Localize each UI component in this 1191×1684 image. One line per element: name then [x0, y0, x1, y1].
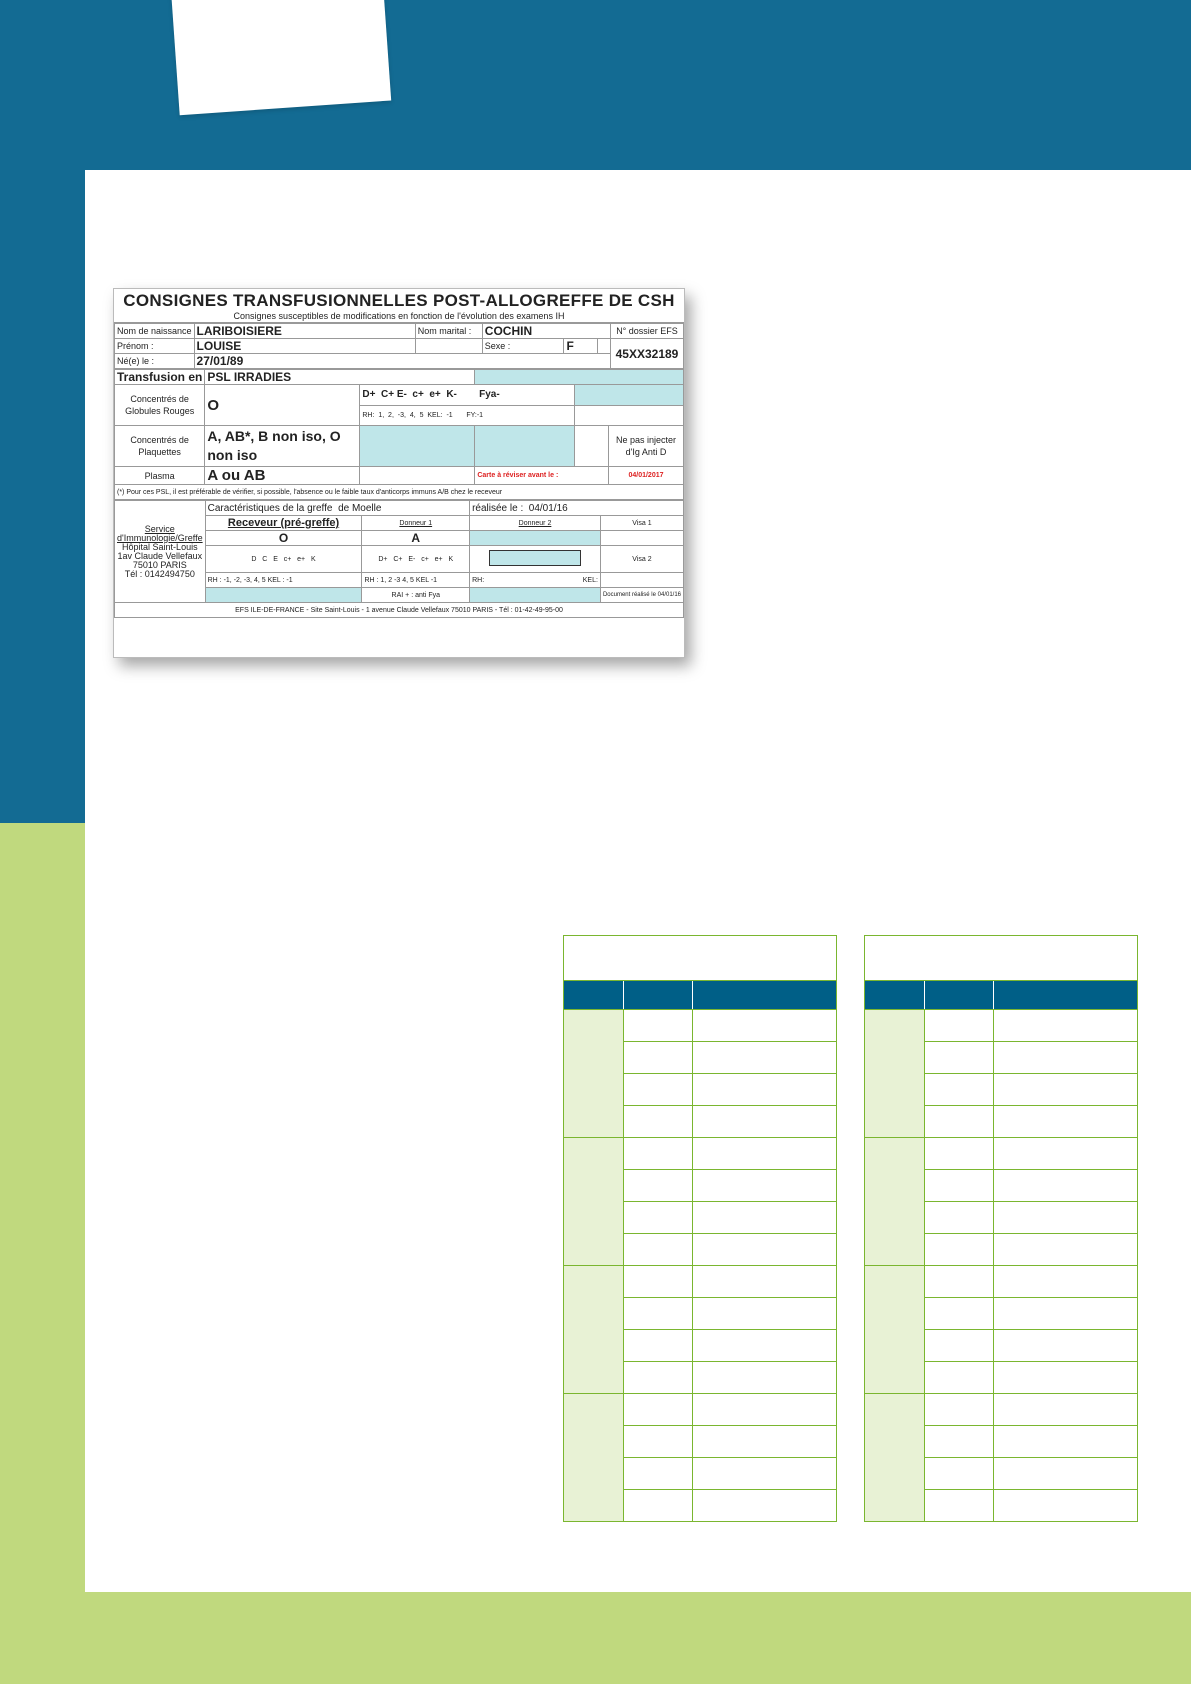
table-group [564, 1009, 836, 1137]
table-row [624, 1234, 836, 1265]
table-row [624, 1074, 836, 1106]
table-row [925, 1490, 1137, 1521]
rec-rh: -1, [223, 576, 232, 584]
table-row [925, 1010, 1137, 1042]
sexe-value: F [564, 339, 597, 354]
don1-rh: RH : [364, 576, 379, 584]
kel-label: KEL: [427, 411, 443, 419]
table-header-blank [865, 936, 1137, 981]
rec-rh: 4, [253, 576, 260, 584]
rec-rh: -3, [243, 576, 252, 584]
service-line: Service [144, 523, 175, 534]
kel-1: -1 [446, 411, 453, 419]
rec-rh: RH : [207, 576, 222, 584]
naissance-value: 27/01/89 [194, 354, 610, 369]
table-row [925, 1042, 1137, 1074]
don1-rh: -3 [394, 576, 401, 584]
card-identity-table [114, 323, 684, 369]
sticky-note [171, 0, 391, 115]
realisee-label: réalisée le : [472, 502, 524, 514]
don2-rh: RH: [472, 576, 485, 584]
table-row [624, 1394, 836, 1426]
pheno-fya: Fya- [479, 389, 500, 401]
document-value: 04/01/16 [657, 592, 681, 598]
table-row [624, 1042, 836, 1074]
don1-pheno: e+ [434, 555, 443, 563]
don1-pheno: K [448, 555, 454, 563]
pheno-e: E- [396, 389, 407, 401]
service-line: Hôpital Saint-Louis [122, 541, 198, 552]
pheno-c-small: c+ [412, 389, 424, 401]
table-group [564, 1265, 836, 1393]
table-group [564, 1393, 836, 1521]
table-row [624, 1106, 836, 1137]
table-header-row [865, 981, 1137, 1009]
table-row [925, 1138, 1137, 1170]
pheno-k: K- [446, 389, 457, 401]
table-row [624, 1490, 836, 1521]
table-group [865, 1009, 1137, 1137]
don1-pheno: D+ [378, 555, 388, 563]
fy-value: FY:-1 [466, 411, 484, 419]
table-row [624, 1138, 836, 1170]
nom-value: LARIBOISIERE [194, 324, 415, 339]
don1-rh: 4, [402, 576, 409, 584]
transfusion-value: PSL IRRADIES [207, 370, 292, 384]
table-row [624, 1170, 836, 1202]
don1-kel: KEL [415, 576, 429, 584]
table-row [925, 1266, 1137, 1298]
card-products-table [114, 369, 684, 500]
card-subtitle: Consignes susceptibles de modifications en fonction de l'évolution des examens IH [114, 311, 684, 323]
receveur-label: Receveur (pré-greffe) [205, 516, 362, 531]
plasma-value: A ou AB [205, 467, 360, 485]
sexe-label: Sexe : [482, 339, 564, 354]
donneur1-label: Donneur 1 [362, 516, 470, 531]
service-line: d'Immunologie/Greffe [117, 532, 203, 543]
receveur-group: O [205, 531, 362, 546]
rai-label: RAI + : anti Fya [362, 588, 470, 603]
table-row [925, 1394, 1137, 1426]
pheno-c: C+ [380, 389, 395, 401]
service-line: Tél : 0142494750 [124, 568, 195, 579]
empty-table-right [864, 935, 1138, 1522]
visa2-label: Visa 2 [600, 546, 683, 573]
table-row [925, 1074, 1137, 1106]
rec-pheno: c+ [283, 555, 292, 563]
table-group [865, 1137, 1137, 1265]
plaquettes-label: Concentrés de Plaquettes [115, 426, 205, 467]
rec-rh: -2, [233, 576, 242, 584]
naissance-label: Né(e) le : [115, 354, 195, 369]
don1-pheno: C+ [393, 555, 403, 563]
card-graft-table [114, 500, 684, 618]
don1-rh: 5 [410, 576, 414, 584]
prenom-value: LOUISE [194, 339, 415, 354]
table-group [865, 1393, 1137, 1521]
cgr-label: Concentrés de Globules Rouges [115, 385, 205, 426]
don1-rh: 2 [388, 576, 393, 584]
rec-pheno: C [262, 555, 268, 563]
rh-3: -3, [397, 411, 406, 419]
table-row [624, 1010, 836, 1042]
transfusion-label: Transfusion en [115, 370, 205, 385]
rh-1: 1, [378, 411, 385, 419]
table-row [624, 1458, 836, 1490]
card-footer: EFS ILE-DE-FRANCE - Site Saint-Louis - 1 avenue Claude Vellefaux 75010 PARIS - Tél : 01-42-49-95-00 [115, 603, 684, 618]
dossier-value: 45XX32189 [611, 339, 684, 369]
document-label: Document réalisé le [602, 592, 656, 598]
don1-rh: 1, [380, 576, 387, 584]
rh-2: 2, [388, 411, 394, 419]
table-header-blank [564, 936, 836, 981]
rec-pheno: E [273, 555, 278, 563]
transfusion-card [113, 288, 685, 658]
table-row [925, 1362, 1137, 1393]
pheno-e-small: e+ [429, 389, 441, 401]
don1-pheno: E- [408, 555, 416, 563]
nom-marital-label: Nom marital : [415, 324, 482, 339]
greffe-source: de Moelle [338, 502, 382, 514]
donneur1-group: A [362, 531, 470, 546]
table-row [925, 1234, 1137, 1265]
rec-rh: 5 [261, 576, 266, 584]
nom-label: Nom de naissance [115, 324, 195, 339]
table-row [925, 1426, 1137, 1458]
cgr-value: O [205, 385, 360, 426]
card-title: CONSIGNES TRANSFUSIONNELLES POST-ALLOGREFFE DE CSH [123, 291, 675, 310]
table-row [624, 1266, 836, 1298]
plasma-label: Plasma [115, 467, 205, 485]
table-row [624, 1298, 836, 1330]
table-row [925, 1330, 1137, 1362]
pheno-d: D+ [362, 389, 376, 401]
realisee-value: 04/01/16 [528, 502, 568, 514]
service-line: 75010 PARIS [132, 559, 187, 570]
reviser-label: Carte à réviser avant le : [475, 467, 609, 485]
don1-pheno: c+ [421, 555, 429, 563]
rh-label: RH: [362, 411, 375, 419]
table-header-row [564, 981, 836, 1009]
rec-pheno: D [251, 555, 257, 563]
plaquettes-value: A, AB*, B non iso, O non iso [205, 426, 360, 467]
table-row [925, 1106, 1137, 1137]
donneur2-label: Donneur 2 [470, 516, 601, 531]
rh-4: 4, [409, 411, 416, 419]
don2-kel: KEL: [582, 576, 598, 584]
table-row [624, 1202, 836, 1234]
table-row [925, 1170, 1137, 1202]
table-row [624, 1362, 836, 1393]
table-group [865, 1265, 1137, 1393]
reviser-value: 04/01/2017 [609, 467, 684, 485]
footnote: (*) Pour ces PSL, il est préférable de vérifier, si possible, l'absence ou le faible taux d'anticorps immuns A/B chez le receveur [115, 485, 684, 500]
table-row [624, 1330, 836, 1362]
rec-kel: KEL : -1 [267, 576, 293, 584]
empty-table-left [563, 935, 837, 1522]
table-group [564, 1137, 836, 1265]
table-row [925, 1202, 1137, 1234]
rec-pheno: K [310, 555, 316, 563]
nom-marital-value: COCHIN [482, 324, 610, 339]
rec-pheno: e+ [297, 555, 306, 563]
table-row [624, 1426, 836, 1458]
prenom-label: Prénom : [115, 339, 195, 354]
table-row [925, 1298, 1137, 1330]
plaquettes-note: Ne pas injecter d'Ig Anti D [609, 426, 684, 467]
don1-kel: -1 [430, 576, 438, 584]
rh-5: 5 [419, 411, 424, 419]
dossier-label: N° dossier EFS [611, 324, 684, 339]
table-row [925, 1458, 1137, 1490]
visa1-label: Visa 1 [600, 516, 683, 531]
greffe-label: Caractéristiques de la greffe [207, 502, 333, 514]
service-line: 1av Claude Vellefaux [117, 550, 203, 561]
